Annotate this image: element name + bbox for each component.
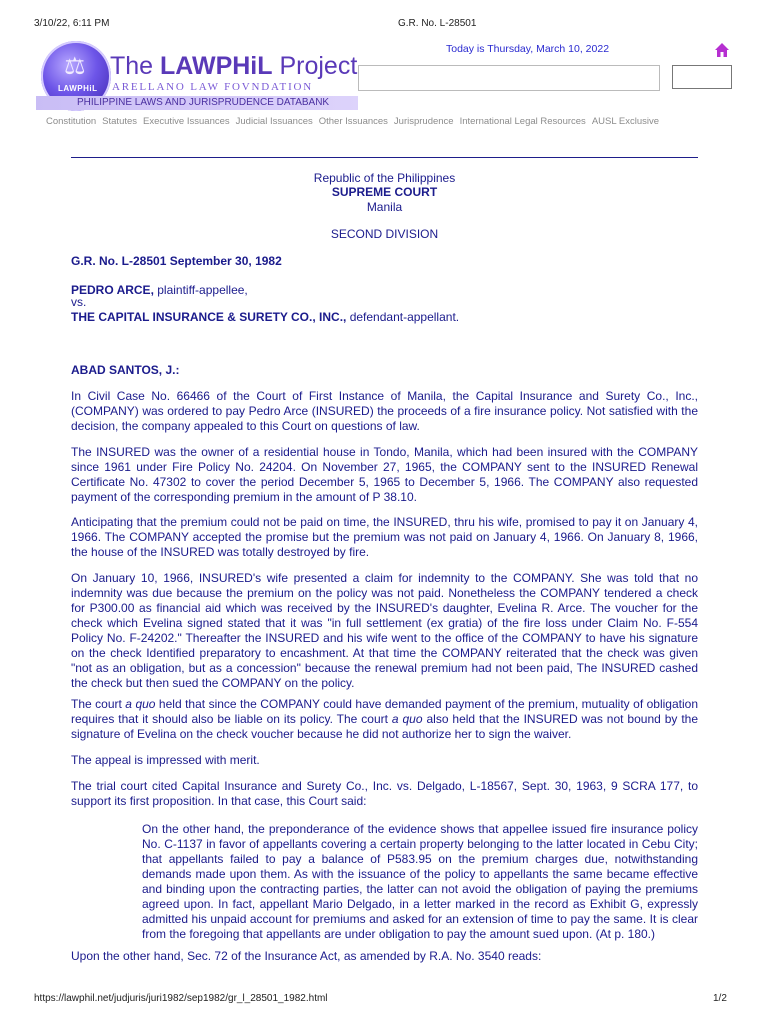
court-heading: SUPREME COURT [331, 185, 438, 199]
nav-statutes[interactable]: Statutes [102, 116, 138, 127]
republic-heading: Republic of the Philippines [313, 171, 456, 185]
nav-ausl-exclusive[interactable]: AUSL Exclusive [591, 116, 660, 127]
nav-judicial-issuances[interactable]: Judicial Issuances [235, 116, 313, 127]
tagline: PHILIPPINE LAWS AND JURISPRUDENCE DATABANK [77, 97, 330, 108]
site-title[interactable]: The LAWPHiL Project [110, 52, 358, 80]
party-defendant: THE CAPITAL INSURANCE & SURETY CO., INC., defendant-appellant. [71, 310, 460, 324]
paragraph: On January 10, 1966, INSURED's wife presented a claim for indemnity to the COMPANY. She was told that no indemnity was due because the premium on the policy was not paid. Nonetheless the COMPANY tendered a check for P300.00 as financial aid which was received by the INSURED's daughter, Evelina R. Arce. The voucher for the check which Evelina signed stated that it was "in full settlement (ex gratia) of the fire loss under Claim No. F-554 Policy No. F-24202." Thereafter the INSURED and his wife went to the office of the COMPANY to have his signature on the check Identified preparatory to encashment. At that time the COMPANY reiterated that the check was given "not as an obligation, but as a concession" because the renewal premium had not been paid, The INSURED cashed the check but then sued the COMPANY on the policy. [71, 571, 698, 690]
header-divider [71, 157, 698, 158]
paragraph: The court a quo held that since the COMPANY could have demanded payment of the premium, mutuality of obligation requires that it should also be liable on its policy. The court a quo also held that the INSURED was not bound by the signature of Evelina on the check voucher because he did not authorize her to sign the waiver. [71, 697, 699, 741]
home-icon[interactable] [714, 42, 730, 58]
nav-jurisprudence[interactable]: Jurisprudence [393, 116, 454, 127]
foundation-name: ARELLANO LAW FOVNDATION [112, 81, 314, 93]
scales-of-justice-icon: ⚖ [64, 53, 86, 80]
block-quote: On the other hand, the preponderance of the evidence shows that appellee issued fire insurance policy No. C-1137 in favor of appellants covering a certain property belonging to the latter located in Cebu City; that appellants failed to pay a balance of P583.95 on the premium charges due, notwithstanding demands made upon them. As with the issuance of the policy to appellants the same became effective and binding upon the contracting parties, the latter can not avoid the obligation of paying the premiums agreed upon. In fact, appellant Mario Delgado, in a letter marked in the record as Exhibit G, expressly admitted his unpaid account for premiums and asked for an extension of time to pay the same. It is clear from the foregoing that appellants are under obligation to pay the amount sued upon. (At p. 180.) [142, 822, 698, 941]
nav-international-legal-resources[interactable]: International Legal Resources [459, 116, 586, 127]
print-url: https://lawphil.net/judjuris/juri1982/sep1982/gr_l_28501_1982.html [34, 993, 328, 1004]
main-nav [46, 116, 659, 127]
today-date: Today is Thursday, March 10, 2022 [446, 43, 610, 55]
city-heading: Manila [366, 200, 403, 214]
print-title: G.R. No. L-28501 [398, 18, 477, 29]
search-button[interactable] [672, 65, 732, 89]
nav-executive-issuances[interactable]: Executive Issuances [143, 116, 230, 127]
print-page-number: 1/2 [713, 993, 727, 1004]
ponente: ABAD SANTOS, J.: [71, 363, 180, 377]
paragraph: Anticipating that the premium could not be paid on time, the INSURED, thru his wife, promised to pay it on January 4, 1966. The COMPANY accepted the promise but the premium was not paid on January 4, 1966. On January 8, 1966, the house of the INSURED was totally destroyed by fire. [71, 515, 698, 559]
paragraph: Upon the other hand, Sec. 72 of the Insurance Act, as amended by R.A. No. 3540 reads: [71, 949, 542, 963]
paragraph: The INSURED was the owner of a residential house in Tondo, Manila, which had been insured with the COMPANY since 1961 under Fire Policy No. 24204. On November 27, 1965, the COMPANY sent to the INSURED Renewal Certificate No. 47302 to cover the period December 5, 1965 to December 5, 1966. The COMPANY also requested payment of the corresponding premium in the amount of P 38.10. [71, 445, 698, 504]
nav-constitution[interactable]: Constitution [46, 116, 97, 127]
paragraph: The appeal is impressed with merit. [71, 753, 260, 767]
party-plaintiff: PEDRO ARCE, plaintiff-appellee, [71, 283, 248, 297]
search-input[interactable] [358, 65, 660, 91]
division-heading: SECOND DIVISION [330, 227, 439, 241]
print-date: 3/10/22, 6:11 PM [34, 18, 110, 29]
paragraph: In Civil Case No. 66466 of the Court of First Instance of Manila, the Capital Insurance and Surety Co., Inc., (COMPANY) was ordered to pay Pedro Arce (INSURED) the proceeds of a fire insurance policy. Not satisfied with the decision, the company appealed to this Court on questions of law. [71, 389, 698, 433]
nav-other-issuances[interactable]: Other Issuances [318, 116, 388, 127]
logo-text: LAWPHiL [58, 84, 98, 93]
paragraph: The trial court cited Capital Insurance and Surety Co., Inc. vs. Delgado, L-18567, Sept. 30, 1963, 9 SCRA 177, to support its first proposition. In that case, this Court said: [71, 779, 698, 808]
case-number: G.R. No. L-28501 September 30, 1982 [71, 254, 282, 268]
versus-label: vs. [71, 295, 87, 309]
